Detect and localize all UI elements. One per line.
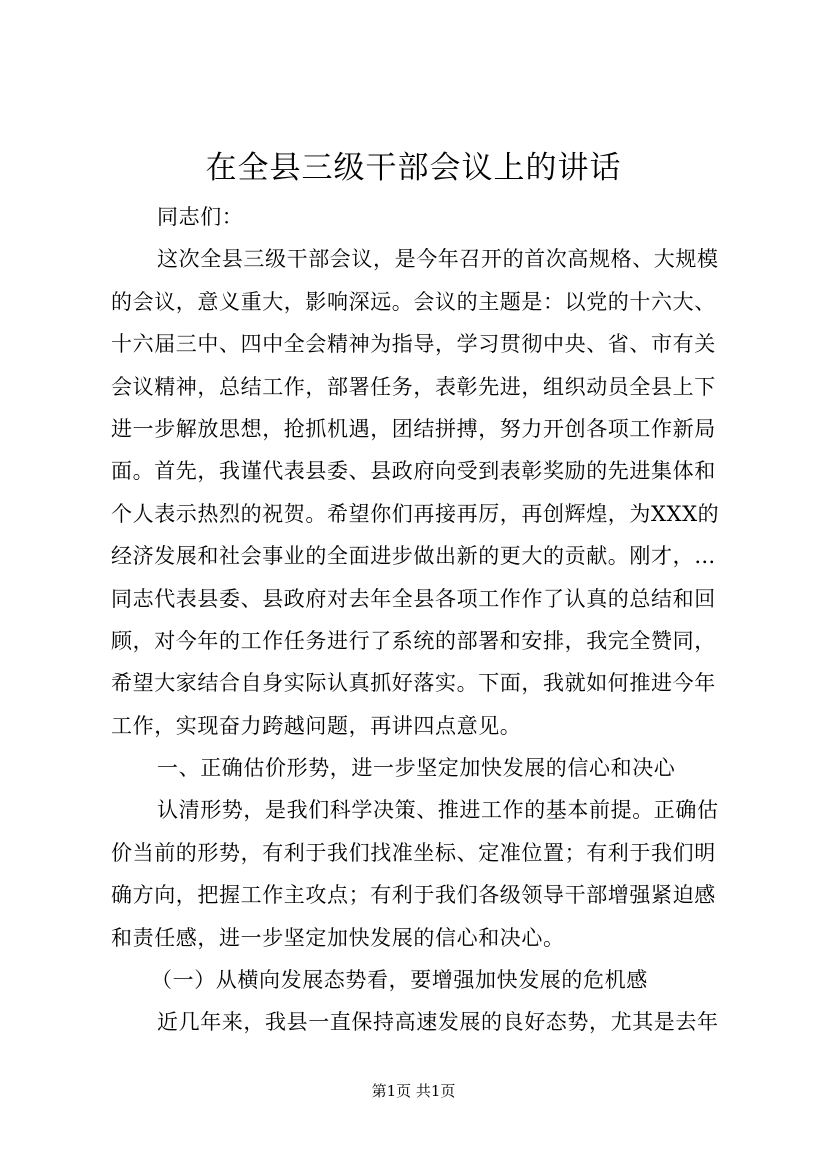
- paragraph-line: 进一步解放思想，抢抓机遇，团结拼搏，努力开创各项工作新局: [111, 416, 716, 441]
- paragraph-line: 面。首先，我谨代表县委、县政府向受到表彰奖励的先进集体和: [111, 459, 716, 484]
- paragraph-line: 价当前的形势，有利于我们找准坐标、定准位置；有利于我们明: [111, 840, 716, 865]
- paragraph-line: 希望大家结合自身实际认真抓好落实。下面，我就如何推进今年: [111, 671, 716, 696]
- paragraph-line: 工作，实现奋力跨越问题，再讲四点意见。: [111, 713, 522, 738]
- paragraph-line: 顾，对今年的工作任务进行了系统的部署和安排，我完全赞同，: [111, 628, 716, 653]
- paragraph-line: 十六届三中、四中全会精神为指导，学习贯彻中央、省、市有关: [111, 332, 716, 357]
- document-title: 在全县三级干部会议上的讲话: [205, 150, 622, 186]
- salutation: 同志们：: [157, 205, 244, 229]
- paragraph-line: 同志代表县委、县政府对去年全县各项工作作了认真的总结和回: [111, 586, 716, 611]
- subsection-heading: （一）从横向发展态势看，要增强加快发展的危机感: [151, 968, 648, 993]
- paragraph-line: 经济发展和社会事业的全面进步做出新的更大的贡献。刚才，…: [111, 544, 716, 569]
- paragraph-line: 近几年来，我县一直保持高速发展的良好态势，尤其是去年: [157, 1010, 719, 1035]
- paragraph-line: 会议精神，总结工作，部署任务，表彰先进，组织动员全县上下: [111, 374, 716, 399]
- document-body: [111, 196, 721, 1044]
- paragraph-line: 个人表示热烈的祝贺。希望你们再接再厉，再创辉煌，为XXX的: [111, 501, 720, 526]
- paragraph-line: 认清形势，是我们科学决策、推进工作的基本前提。正确估: [157, 798, 719, 823]
- section-heading: 一、正确估价形势，进一步坚定加快发展的信心和决心: [157, 756, 676, 781]
- paragraph-line: 和责任感，进一步坚定加快发展的信心和决心。: [111, 925, 565, 950]
- paragraph-line: 确方向，把握工作主攻点；有利于我们各级领导干部增强紧迫感: [111, 883, 716, 908]
- page-footer: 第1页 共1页: [371, 1082, 456, 1100]
- paragraph-line: 这次全县三级干部会议，是今年召开的首次高规格、大规模: [157, 247, 719, 272]
- paragraph-line: 的会议，意义重大，影响深远。会议的主题是：以党的十六大、: [111, 289, 716, 314]
